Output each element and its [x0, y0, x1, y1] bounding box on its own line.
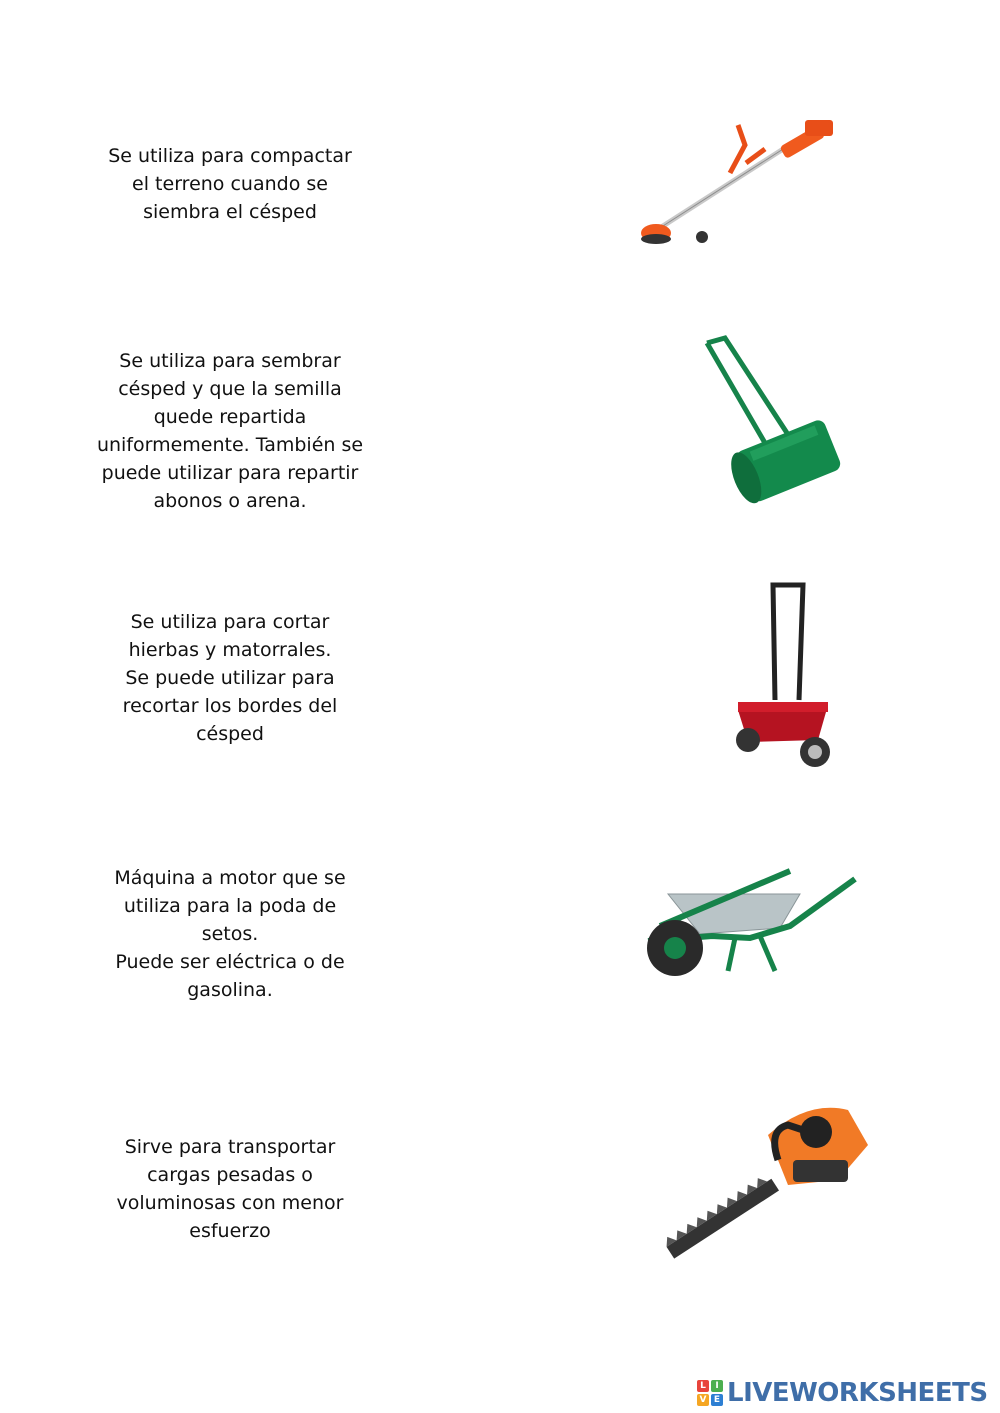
- brand-letter-e: E: [711, 1394, 723, 1406]
- description-4: Máquina a motor que se utiliza para la poda de setos. Puede ser eléctrica o de gasolina.: [114, 867, 346, 1001]
- brand-name: LIVEWORKSHEETS: [727, 1378, 988, 1408]
- brand-logo-icon: [697, 1380, 723, 1406]
- seed-spreader-image[interactable]: [733, 580, 833, 775]
- liveworksheets-logo: [697, 1376, 988, 1410]
- description-1: Se utiliza para compactar el terreno cuando se siembra el césped: [108, 145, 352, 223]
- lawn-roller-image[interactable]: [695, 333, 835, 503]
- brand-letter-l: L: [697, 1380, 709, 1392]
- description-2: Se utiliza para sembrar césped y que la semilla quede repartida uniformemente. También se puede utilizar para repartir abonos o arena.: [96, 350, 364, 512]
- description-5: Sirve para transportar cargas pesadas o voluminosas con menor esfuerzo: [116, 1136, 344, 1242]
- string-trimmer-image[interactable]: [630, 115, 840, 255]
- description-3: Se utiliza para cortar hierbas y matorrales. Se puede utilizar para recortar los bordes del césped: [122, 611, 338, 745]
- hedge-trimmer-image[interactable]: [668, 1090, 878, 1265]
- brand-letter-i: I: [711, 1380, 723, 1392]
- wheelbarrow-image[interactable]: [640, 866, 865, 981]
- brand-letter-v: V: [697, 1394, 709, 1406]
